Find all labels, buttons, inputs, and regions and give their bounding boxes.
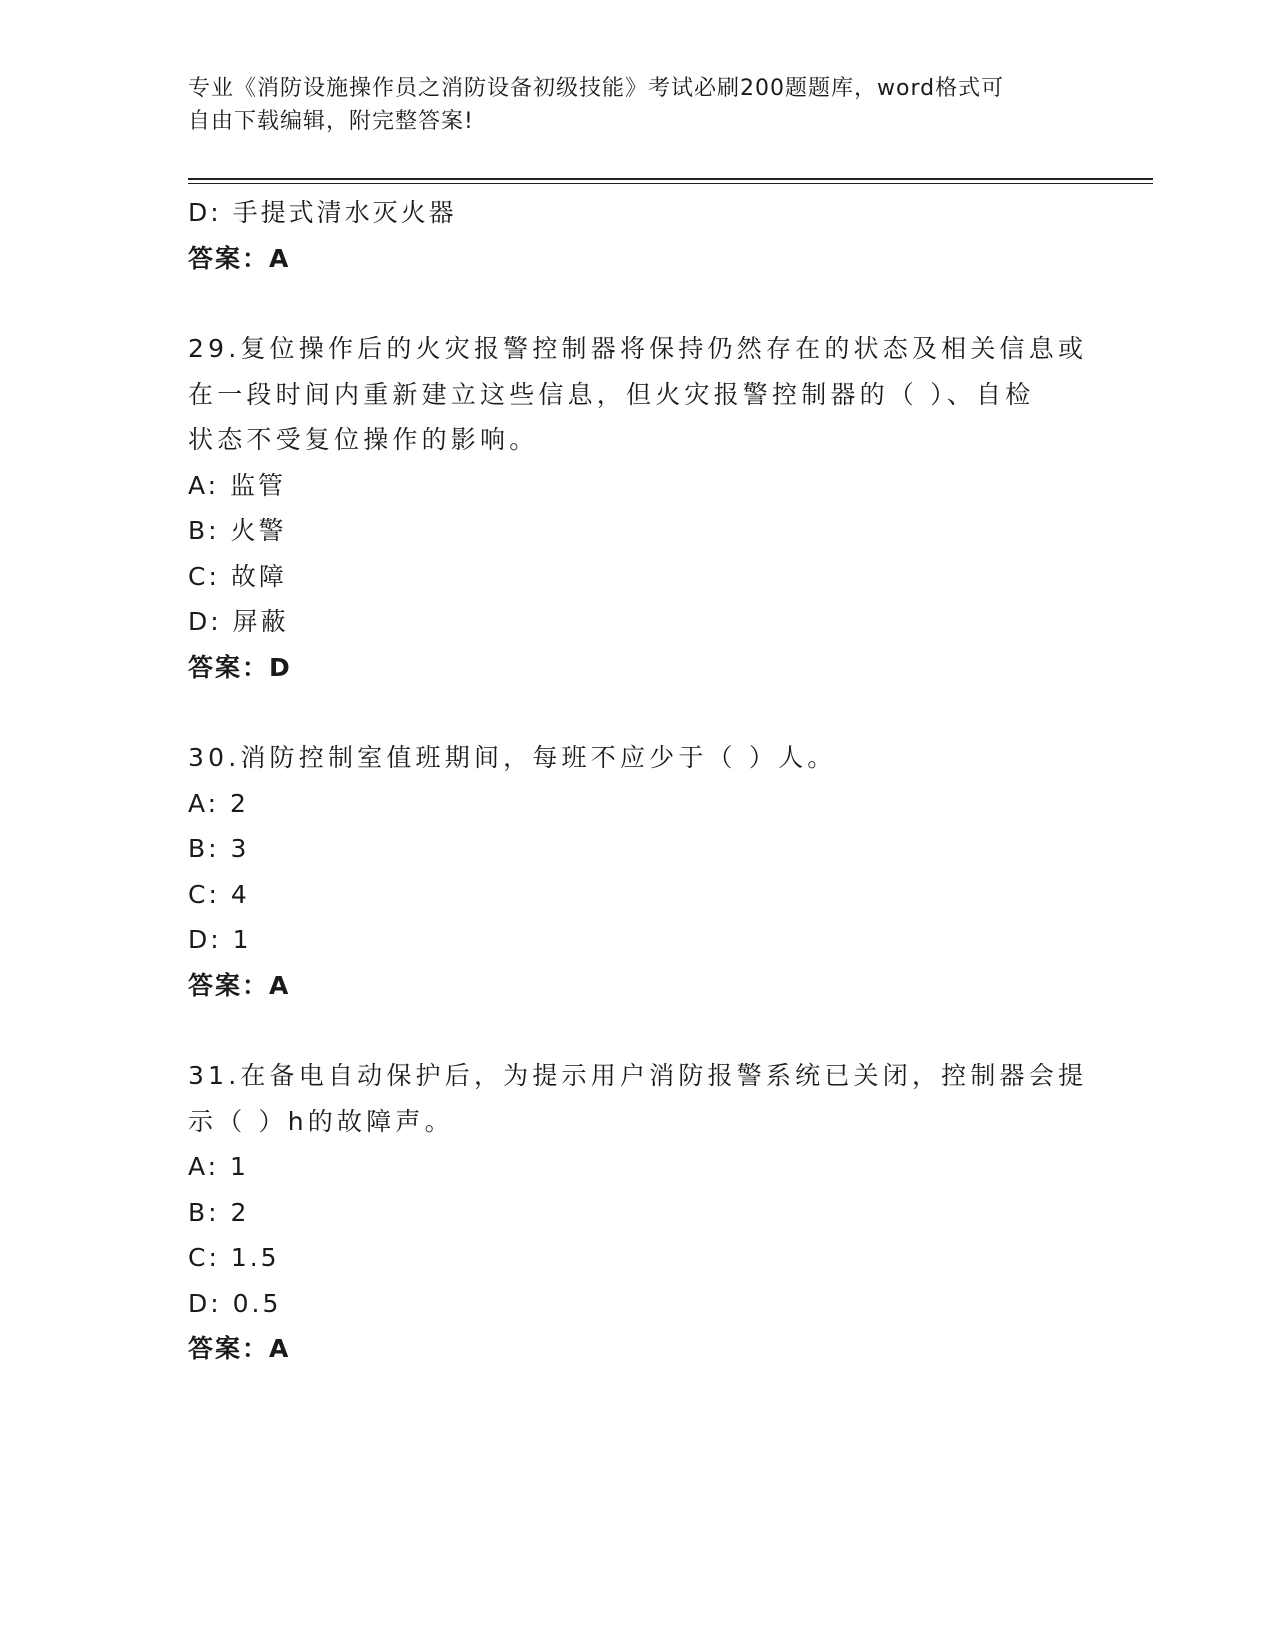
previous-question-tail: [188, 190, 1088, 281]
option-c: C: 4: [188, 879, 250, 909]
header-line-1: 专业《消防设施操作员之消防设备初级技能》考试必刷200题题库，word格式可: [188, 76, 1005, 101]
option-d: D: 屏蔽: [188, 607, 289, 636]
document-body: [188, 190, 1088, 1372]
option-d: D: 手提式清水灭火器: [188, 198, 457, 227]
option-c: C: 故障: [188, 561, 287, 591]
header-divider-thick: [188, 178, 1153, 180]
option-a: A: 监管: [188, 470, 287, 500]
document-header: [188, 72, 1068, 138]
option-a: A: 2: [188, 788, 249, 818]
question-text-line: 在一段时间内重新建立这些信息，但火灾报警控制器的（ ）、自检: [188, 379, 1035, 409]
question-29: [188, 326, 1088, 690]
question-31: [188, 1053, 1088, 1372]
question-text-line: 29.复位操作后的火灾报警控制器将保持仍然存在的状态及相关信息或: [188, 334, 1088, 363]
option-b: B: 火警: [188, 516, 287, 545]
answer-label: 答案：A: [188, 970, 291, 1000]
header-divider-thin: [188, 183, 1153, 184]
option-d: D: 1: [188, 925, 252, 954]
answer-label: 答案：A: [188, 1334, 291, 1363]
question-text-line: 示（ ）h的故障声。: [188, 1106, 454, 1136]
answer-label: 答案：D: [188, 652, 292, 682]
option-b: B: 2: [188, 1197, 250, 1227]
option-b: B: 3: [188, 834, 250, 863]
question-text-line: 30.消防控制室值班期间，每班不应少于（ ）人。: [188, 743, 837, 772]
option-c: C: 1.5: [188, 1243, 280, 1272]
option-a: A: 1: [188, 1152, 249, 1181]
question-text-line: 31.在备电自动保护后，为提示用户消防报警系统已关闭，控制器会提: [188, 1061, 1088, 1090]
question-text-line: 状态不受复位操作的影响。: [188, 425, 539, 454]
question-30: [188, 735, 1088, 1008]
header-line-2: 自由下载编辑，附完整答案!: [188, 109, 474, 134]
answer-label: 答案：A: [188, 243, 291, 273]
option-d: D: 0.5: [188, 1288, 282, 1318]
